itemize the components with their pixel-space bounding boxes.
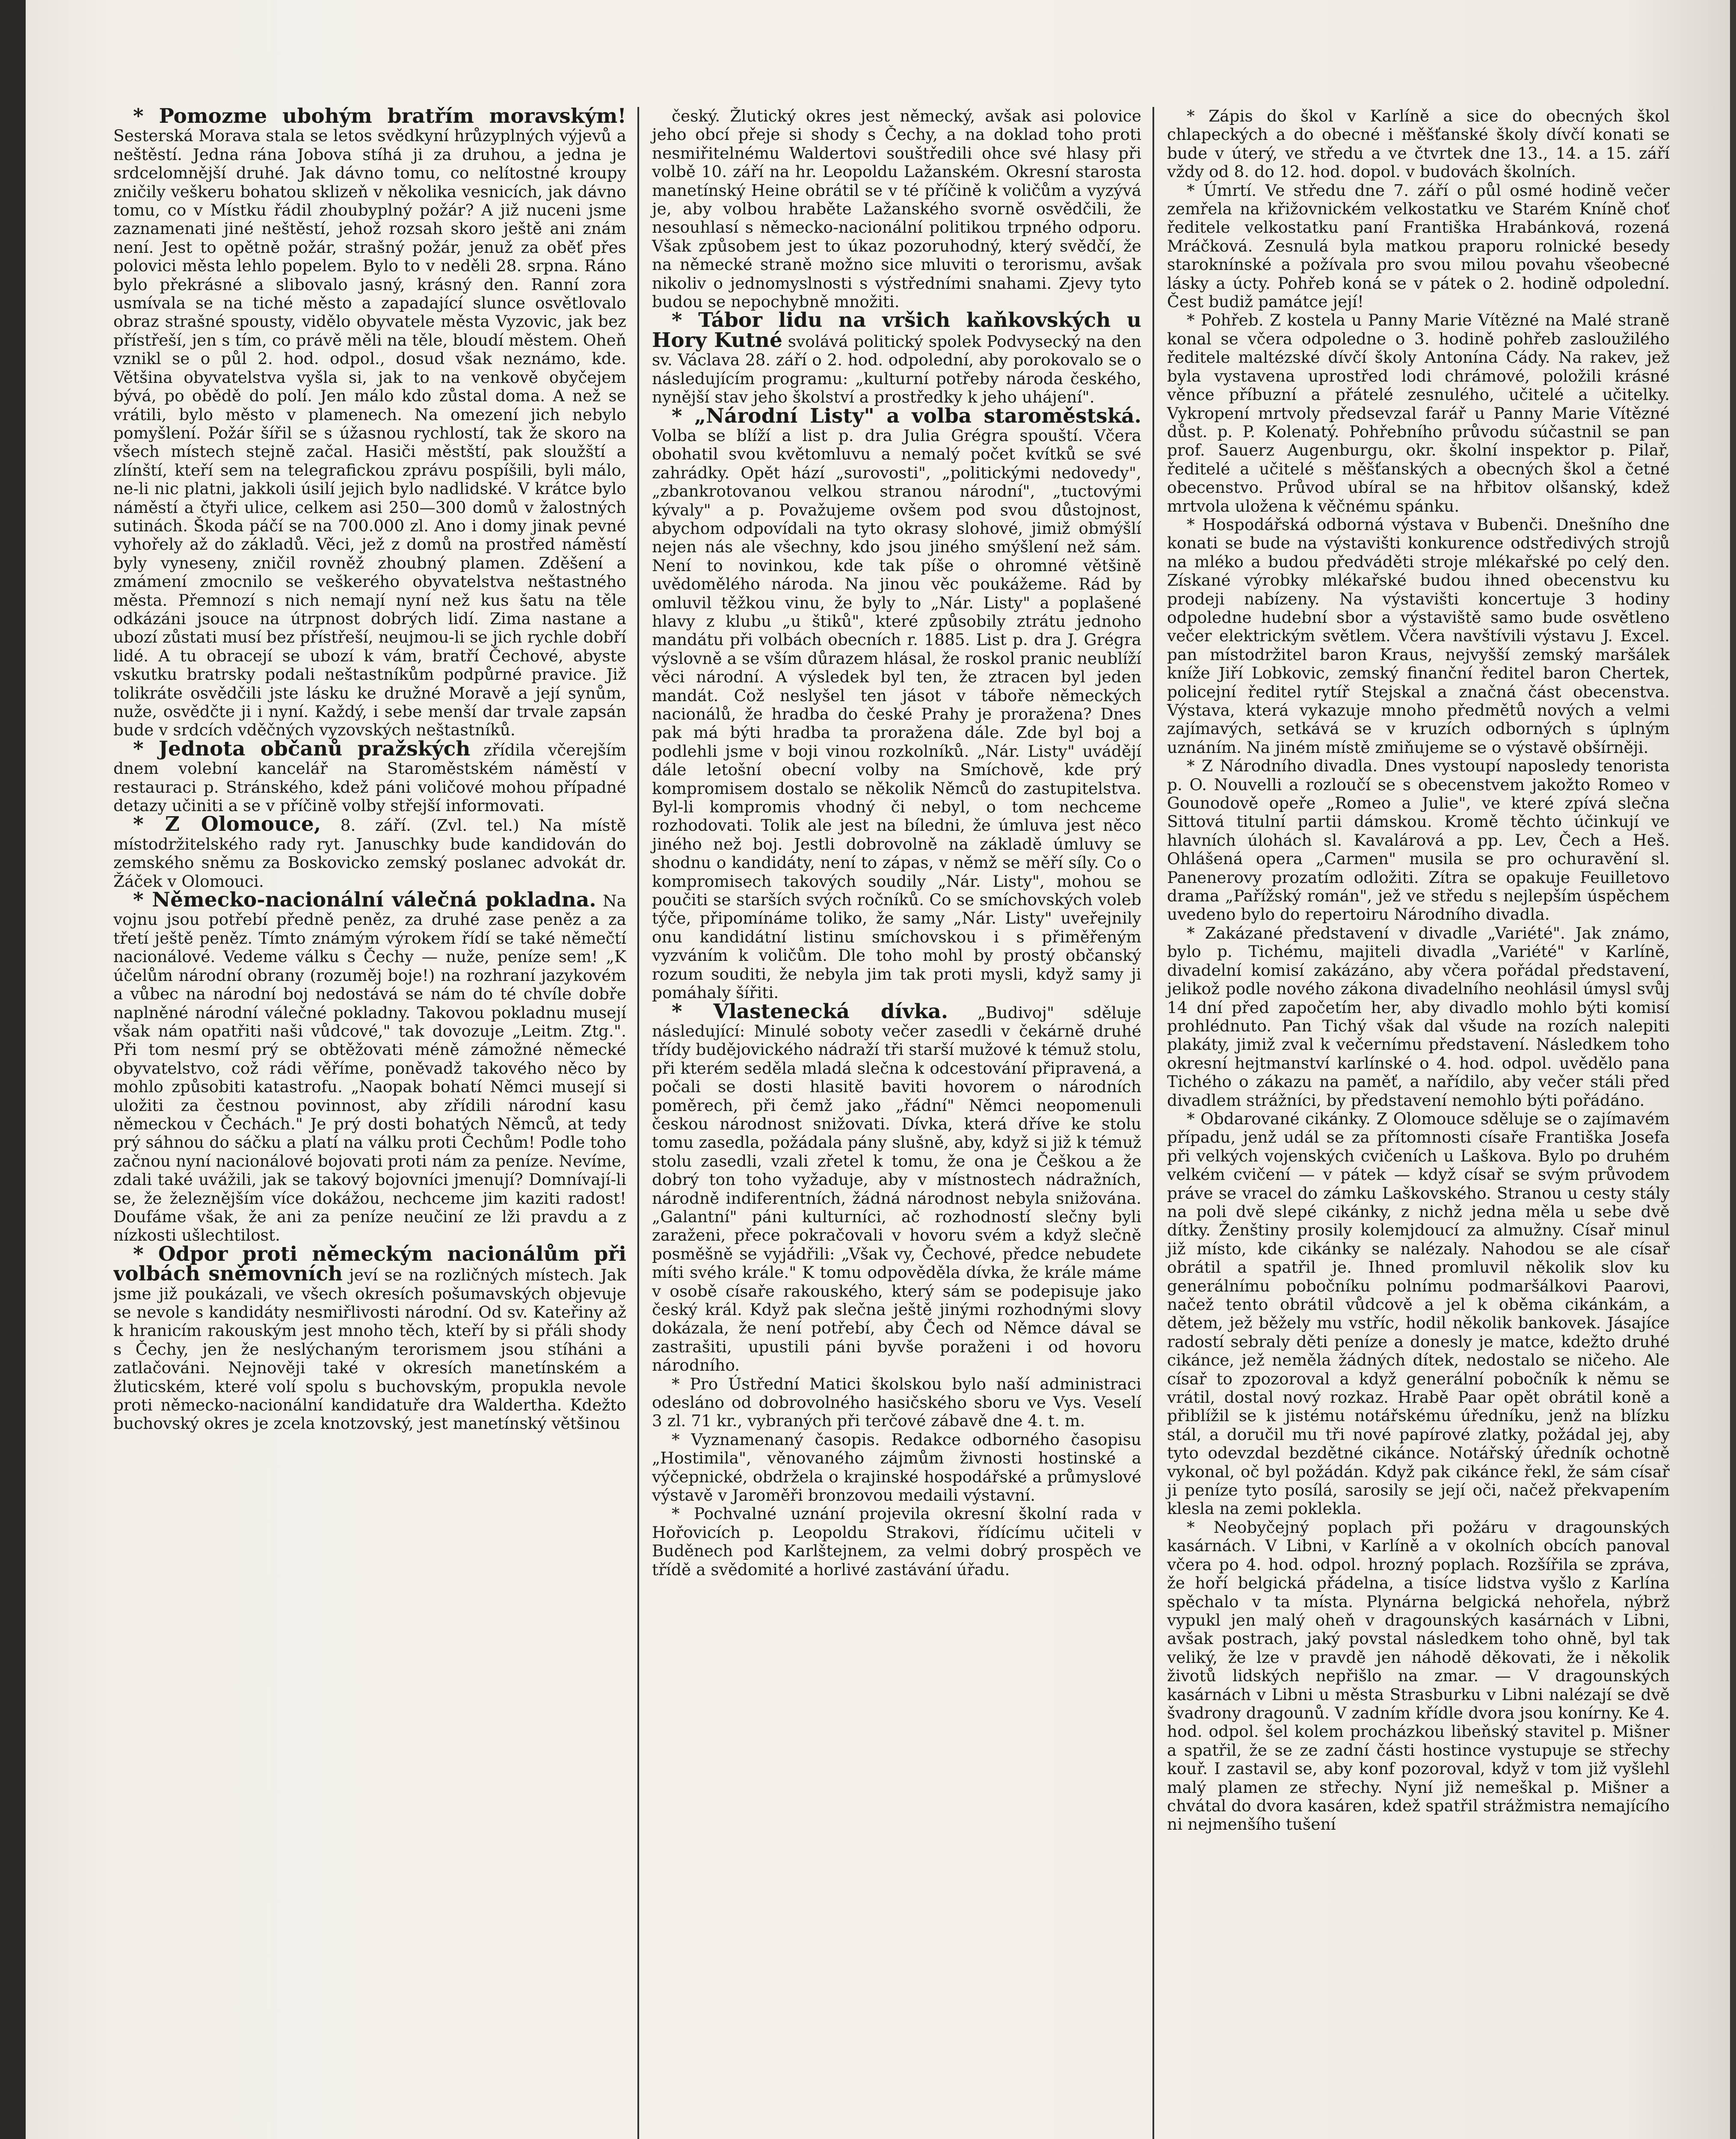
scan-edge-right bbox=[1730, 0, 1736, 2139]
scan-edge-left bbox=[0, 0, 26, 2139]
article-text: 8. září. (Zvl. tel.) Na místě místodržitelského rady ryt. Januschky bude kandidován do zemského sněmu za Boskovicko zemský poslanec advokát dr. Žáček v Olomouci. bbox=[113, 816, 626, 891]
article-headline: * Jednota občanů pražských bbox=[133, 737, 471, 761]
article-text: * Pohřeb. Z kostela u Panny Marie Vítězné na Malé straně konal se včera odpoledne o 3. hodině pohřeb zasloužilého ředitele maltézské dívčí školy Antonína Cády. Na rakev, jež byla vystavena uprostřed lodi chrámové, položili krásné věnce příbuzní a přátelé zesnulého, učitelé a učitelky. Vykropení mrtvoly předsevzal farář u Panny Marie Vítězné důst. p. P. Kolenatý. Pohřebního průvodu súčastnil se pan prof. Sauerz Augenburgu, okr. školní inspektor p. Pilař, ředitelé a učitelé s měšťanských a obecných škol a četné obecenstvo. Průvod ubíral se na hřbitov olšanský, kdež mrtvola uložena k věčnému spánku. bbox=[1167, 311, 1670, 515]
article bbox=[1167, 1110, 1670, 1518]
article-text: * Pochvalné uznání projevila okresní školní rada v Hořovicích p. Leopoldu Strakovi, řídícímu učiteli v Buděnech pod Karlštejnem, za velmi dobrý prospěch ve třídě a svědomité a horlivé zastávání úřadu. bbox=[652, 1504, 1141, 1579]
article-headline: * Z Olomouce, bbox=[133, 812, 321, 836]
article bbox=[113, 737, 627, 815]
article-text: český. Žlutický okres jest německý, avšak asi polovice jeho obcí přeje si shody s Čechy, a na doklad toho proti nesmiřitelnému Waldertovi souštředili ohce své hlasy při volbě 10. září na hr. Leopoldu Lažanském. Okresní starosta manetínský Heine obrátil se v té příčině k voličům a vyzývá je, aby volbou hraběte Lažanského svorně osvědčili, že nesouhlasí s německo-nacionální politikou trpného odporu. Však způsobem jest to úkaz pozoruhodný, který svědčí, že na německé straně možno sice mluviti o terorismu, avšak nikoliv o jednomyslnosti s výstředními snahami. Zjevy tyto budou se nepochybně množiti. bbox=[652, 107, 1141, 311]
article bbox=[1167, 757, 1670, 924]
article-text: jeví se na rozličných místech. Jak jsme již poukázali, ve všech okresích pošumavských objevuje se nevole s kandidáty nesmiřlivosti národní. Od sv. Kateřiny až k hranicím rakouským jest mnoho těch, kteří by si přáli shody s Čechy, jen že neslýchaným terorismem jsou stíháni a zatlačováni. Nejnověji také v okresích manetínském a žluticském, které volí spolu s buchovským, propukla nevole proti německo-nacionální kandidatuře dra Waldertha. Kdežto buchovský okres je zcela knotzovský, jest manetínský většinou bbox=[113, 1265, 626, 1433]
article-text: Volba se blíží a list p. dra Julia Grégra spouští. Včera obohatil svou květomluvu a nemalý počet kvítků se své zahrádky. Opět hází „surovosti", „politickými nedovedy", „zbankrotovanou velkou stranou národní", „tuctovými kývaly" a p. Považujeme ovšem pod svou důstojnost, abychom odpovídali na tyto okrasy slohové, jimiž obmýšlí nejen nás ale všechny, kdo jsou jiného smýšlení než sám. Není to novinkou, kde tak píše o ohromné většině uvědomělého národa. Na jinou věc poukážeme. Rád by omluvil těžkou vinu, že byly to „Nár. Listy" a poplašené hlavy z klubu „u štiků", které způsobily ztrátu jednoho mandátu při volbách obecních r. 1885. List p. dra J. Grégra výslovně a se vším důrazem hlásal, že roskol pranic neublíží věci národní. A výsledek byl ten, že ztracen byl jeden mandát. Což neslyšel ten jásot v táboře německých nacionálů, že hradba do české Prahy je proražena? Dnes pak má býti hradba ta proražena dále. Zde byl boj a podlehli jsme v boji vinou rozkolníků. „Nár. Listy" uvádějí dále letošní obecní volby na Smíchově, kde prý kompromisem dostalo se několik Němců do zastupitelstva. Byl-li kompromis vhodný či nebyl, o tom nechceme rozhodovati. Tolik ale jest na bíledni, že úmluva jest něco jiného než boj. Jestli dobrovolně na základě úmluvy se shodnu o kandidáty, není to zápas, v němž se měří síly. Co o kompromisech takových soudily „Nár. Listy", mohou se poučiti se starších svých ročníků. Co se smíchovských voleb týče, připomínáme toliko, že samy „Nár. Listy" uveřejnily onu kandidátní listinu smíchovskou i s přiměřeným vyzváním k voličům. Dle toho mohl by prostý občanský rozum souditi, že nebyla jim tak proti mysli, když samy ji pomáhaly šířiti. bbox=[652, 426, 1141, 1002]
article bbox=[1167, 515, 1670, 757]
article bbox=[1167, 924, 1670, 1110]
article-text: * Neobyčejný poplach při požáru v dragounských kasárnách. V Libni, v Karlíně a v okolních obcích panoval včera po 4. hod. odpol. hrozný poplach. Rozšířila se zpráva, že hoří belgická přádelna, a tisíce lidstva vyšlo z Karlína spěchalo v ta místa. Plynárna belgická nehořela, nýbrž vypukl jen malý oheň v dragounských kasárnách v Libni, avšak postrach, jaký povstal následkem toho ohně, byl tak veliký, že lze v pravdě jen náhodě děkovati, že i několik životů lidských nepřišlo na zmar. — V dragounských kasárnách v Libni u města Strasburku v Libni nalézají se dvě švadrony dragounů. V zadním křídle dvora jsou konírny. Ke 4. hod. odpol. šel kolem procházkou libeňský stavitel p. Mišner a spatřil, že se ze zadní části hostince vystupuje se střechy kouř. I zastavil se, aby konf pozoroval, když v tom již vyšlehl malý plamen ze střechy. Nyní již nemeškal p. Mišner a chvátal do dvora kasáren, kdež spatřil strážmistra nemajícího ni nejmenšího tušení bbox=[1167, 1517, 1670, 1834]
article bbox=[113, 812, 626, 891]
article bbox=[652, 1505, 1141, 1579]
article-text: * Zakázané představení v divadle „Variété". Jak známo, bylo p. Tichému, majiteli divadla „Variété" v Karlíně, divadelní komisí zakázáno, aby včera pořádal představení, jelikož podle nového zákona divadelního neohlásil úmysl svůj 14 dní před započetím her, aby divadlo mohlo býti komisí prohlédnuto. Pan Tichý však dal všude na rozích nalepiti plakáty, jimiž zval k večernímu představení. Následkem toho okresní hejtmanství karlínské o 4. hod. odpol. uvědělo pana Tichého o zákazu na paměť, a nařídilo, aby večer stáli před divadlem strážníci, by představení nemohlo býti pořádáno. bbox=[1167, 923, 1670, 1110]
article-text: „Budivoj" sděluje následující: Minulé soboty večer zasedli v čekárně druhé třídy budějovického nádraží tři starší mužové k témuž stolu, při kterém seděla mladá slečna k odcestování připravená, a počali se dosti hlasitě baviti hovorem o národních poměrech, při čemž jako „řádní" Němci neopomenuli českou národnost snižovati. Dívka, která dříve ke stolu tomu zasedla, požádala pány slušně, aby, když si již k témuž stolu zasedli, vzali zřetel k tomu, že ona je Češkou a že dobrý ton toho vyžaduje, aby v místnostech nádražních, národně indiferentních, žádná národnost nebyla snižována. „Galantní" páni kulturníci, ač rozhodností slečny byli zaraženi, přece pokračovali v hovoru svém a když slečně posměšně se vyjádřili: „Však vy, Čechové, předce nebudete míti svého krále." K tomu odpověděla dívka, že krále máme v osobě císaře rakouského, který sám se podepisuje jako český král. Když pak slečna ještě jinými rozhodnými slovy dokázala, že není potřebí, aby Čech od Němce dával se zastrašiti, upustili páni byvše poraženi i od hovoru národního. bbox=[652, 1003, 1141, 1375]
article-text: * Úmrtí. Ve středu dne 7. září o půl osmé hodině večer zemřela na křižovnickém velkostatku ve Starém Kníně choť ředitele velkostatku paní Františka Hrabánková, rozená Mráčková. Zesnulá byla matkou praporu rolnické besedy staroknínské a požívala pro svou milou povahu všeobecné lásky a úcty. Pohřeb koná se v pátek o 2. hodině odpolední. Čest budiž památce její! bbox=[1167, 181, 1670, 311]
article-headline: * Vlastenecká dívka. bbox=[672, 999, 948, 1023]
article-text: Sesterská Morava stala se letos svědkyní hrůzyplných výjevů a neštěstí. Jedna rána Jobova stíhá ji za druhou, a jedna je srdcelomnější druhé. Jak dávno tomu, co nelítostné kroupy zničily veškeru bohatou sklizeň v několika vesnicích, jak dávno tomu, co v Místku řádil zhoubyplný požár? A již nuceni jsme zaznamenati jiné neštěstí, jehož rozsah skoro ještě ani znám není. Jest to opětně požár, strašný požár, jenuž za oběť přes polovici města lehlo popelem. Bylo to v neděli 28. srpna. Ráno bylo překrásné a slibovalo jasný, krásný den. Ranní zora usmívala se na tiché město a zapadající slunce osvětlovalo obraz strašné spousty, vidělo obyvatele města Vyzovic, jak bez přístřeší, jen s tím, co právě měli na těle, bloudí městem. Oheň vznikl se o půl 2. hod. odpol., dosud však neznámo, kde. Většina obyvatelstva vyšla si, jak to na venkově obyčejem bývá, po obědě do polí. Jen málo kdo zůstal doma. A než se vrátili, bylo město v plamenech. Na omezení jich nebylo pomyšlení. Požár šířil se s úžasnou rychlostí, tak že skoro na všech místech stejně začal. Hasiči městští, pak sloužští a zlínští, kteří sem na telegrafickou zprávu pospíšili, byli málo, ne-li nic platni, jakkoli úsilí jejich bylo nadlidské. V krátce bylo náměstí a čtyři ulice, celkem asi 250—300 domů v žalostných sutinách. Škoda páčí se na 700.000 zl. Ano i domy jinak pevné vyhořely až do základů. Věci, jež z domů na prostřed náměstí byly vyneseny, zničil rovněž zhoubný plamen. Zděšení a zmámení zmocnilo se veškerého obyvatelstva neštastného města. Přemnozí s nich nemají nyní než kus šatu na těle odkázáni jsouce na útrpnost dobrých lidí. Zima nastane a ubozí zůstati musí bez přístřeší, neujmou-li se jich rychle dobří lidé. A tu obracejí se ubozí k vám, bratří Čechové, abyste vskutku bratrsky podali neštastníkům podpůrné pravice. Již tolikráte osvědčili jste lásku ke družné Moravě a její synům, nuže, osvědčte ji i nyní. Každý, i sebe menší dar trvale zapsán bude v srdcích vděčných vyzovských neštastníků. bbox=[113, 126, 626, 740]
article-text: * Obdarované cikánky. Z Olomouce sděluje se o zajímavém případu, jenž udál se za přítomnosti císaře Františka Josefa při velkých vojenských cvičeních u Laškova. Bylo po druhém velkém cvičení — v pátek — když císař se svým průvodem práve se vracel do zámku Laškovského. Stranou u cesty stály na poli dvě slepé cikánky, z nichž jedna měla u sebe dvě dítky. Ženštiny prosily kolemjdoucí za almužny. Císař minul již místo, kde cikánky se nalézaly. Nahodou se ale císař obrátil a spatřil je. Ihned promluvil několik slov ku generálnímu pobočníku polnímu podmaršálkovi Paarovi, načež tento obrátil vůdcově a jel k oběma cikánkám, a dětem, jež běžely mu vstříc, hodil několik bankovek. Jásajíce radostí sebraly děti peníze a donesly je matce, kdežto druhé cikánce, jež neměla žádných dítek, nedostalo se ničeho. Ale císař to zpozoroval a když generální pobočník k němu se vrátil, dostal nový rozkaz. Hrabě Paar opět obrátil koně a přiblížil se k jistému notářskému úředníku, jenž na blízku stál, a doručil mu tři nové papírové zlatky, požádal jej, aby tyto odevzdal bezdětné cikánce. Notářský úředník ochotně vykonal, oč byl požádán. Když pak cikánce řekl, že sám císař ji peníze tyto posílá, sarosily se její oči, načež překvapením klesla na zemi poklekla. bbox=[1167, 1109, 1670, 1518]
article bbox=[652, 404, 1141, 1002]
article bbox=[652, 107, 1141, 311]
article-headline: * Německo-nacionální válečná pokladna. bbox=[133, 888, 596, 912]
article bbox=[652, 308, 1141, 407]
article-text: Na vojnu jsou potřebí předně peněz, za druhé zase peněz a za třetí ještě peněz. Tímto známým výrokem řídí se také němečtí nacionálové. Vedeme válku s Čechy — nuže, peníze sem! „K účelům národní obrany (rozuměj boje!) na rozhraní jazykovém a vůbec na národní boj nedostává se nám do té chvíle dobře naplněné národní válečné pokladny. Takovou pokladnu musejí však nám opatřiti naši vůdcové," tak dovozuje „Leitm. Ztg.". Při tom nesmí prý se obtěžovati méně zámožné německé obyvatelstvo, což rádi věříme, poněvadž takového něco by mohlo způsobiti katastrofu. „Naopak bohatí Němci musejí si uložiti za čestnou povinnost, aby zřídili národní kasu německou v Čechách." Je prý dosti bohatých Němců, at tedy prý sáhnou do sáčku a platí na válku proti Čechům! Podle toho začnou nyní nacionálové bojovati proti nám za peníze. Nevíme, zdali také uvážili, jak se takový bojovníci jmenují? Domnívají-li se, že železnějším více dokážou, nechceme jim kaziti radost! Doufáme však, že ani za peníze neučiní ze lži pravdu a z nízkosti ušlechtilost. bbox=[113, 892, 626, 1245]
article-headline: * Pomozme ubohým bratřím moravským! bbox=[133, 107, 626, 128]
article-text: * Z Národního divadla. Dnes vystoupí naposledy tenorista p. O. Nouvelli a rozloučí se s obecenstvem jakožto Romeo v Gounodově opeře „Romeo a Julie", ve které zpívá slečna Sittová titulní partii dámskou. Kromě těchto účinkují ve hlavních úlohách sl. Kavalárová a pp. Lev, Čech a Heš. Ohlášená opera „Carmen" musila se pro ochuravění sl. Panenerovy prozatím odložiti. Zítra se opakuje Feuilletovo drama „Pařížský román", jež ve středu s nejlepším úspěchem uvedeno bylo do repertoiru Národního divadla. bbox=[1167, 756, 1670, 924]
article bbox=[652, 1375, 1141, 1431]
article bbox=[652, 1431, 1141, 1505]
article bbox=[113, 1242, 626, 1433]
article-headline: * Odpor proti německým nacionálům při volbách sněmovních bbox=[113, 1242, 626, 1286]
column-3 bbox=[1154, 107, 1670, 2139]
article bbox=[113, 888, 626, 1245]
article-text: * Pro Ústřední Matici školskou bylo naší administraci odesláno od dobrovolného hasičského sboru ve Vys. Veselí 3 zl. 71 kr., vybraných při terčové zábavě dne 4. t. m. bbox=[652, 1374, 1141, 1431]
columns bbox=[113, 107, 1693, 2139]
article-headline: * Tábor lidu na vršich kaňkovských u Hory Kutné bbox=[652, 308, 1141, 352]
column-2 bbox=[639, 107, 1152, 2139]
column-1 bbox=[113, 107, 637, 2139]
article-text: * Vyznamenaný časopis. Redakce odborného časopisu „Hostimila", věnovaného zájmům živnosti hostinské a výčepnické, obdržela o krajinské hospodářské a průmyslové výstavě v Jaroměři bronzovou medaili výstavní. bbox=[652, 1430, 1141, 1505]
article bbox=[652, 999, 1141, 1375]
article-text: * Hospodářská odborná výstava v Bubenči. Dnešního dne konati se bude na výstavišti konkurence odstředivých strojů na mléko a budou předváděti stroje mlékařské po celý den. Získané výrobky mlékařské budou ihned obecenstvu ku prodeji nabízeny. Na výstavišti koncertuje 3 hodiny odpoledne hudební sbor a výstaviště samo bude osvětleno večer elektrickým světlem. Včera navštívili výstavu J. Excel. pan místodržitel baron Kraus, nejvyšší zemský maršálek kníže Jiří Lobkovic, zemský finanční ředitel baron Chertek, policejní ředitel rytíř Stejskal a značná část obecenstva. Výstava, která vykazuje mnoho předmětů nových a velmi zajímavých, setkává se v kruzích odborných s úplným uznáním. Na jiném místě zmiňujeme se o výstavě obšírněji. bbox=[1167, 515, 1670, 757]
article bbox=[1167, 181, 1670, 311]
article bbox=[113, 107, 626, 740]
article bbox=[1167, 311, 1670, 515]
article-text: svolává politický spolek Podvysecký na den sv. Václava 28. září o 2. hod. odpolední, aby porokovalo se o následujícím programu: „kulturní potřeby národa českého, nynější stav jeho školství a prostředky k jeho uhájení". bbox=[652, 332, 1141, 407]
article bbox=[1167, 1518, 1670, 1834]
article-text: zřídila včerejším dnem volební kancelář na Staroměstském náměstí v restauraci p. Stránského, kdež páni voličové mohou případné detazy učiniti a se v příčině volby střejší informovati. bbox=[113, 740, 627, 815]
article-text: * Zápis do škol v Karlíně a sice do obecných škol chlapeckých a do obecné i měšťanské školy dívčí konati se bude v úterý, ve středu a ve čtvrtek dne 13., 14. a 15. září vždy od 8. do 12. hod. dopol. v budovách školních. bbox=[1167, 107, 1670, 181]
article-headline: * „Národní Listy" a volba staroměstská. bbox=[672, 404, 1141, 428]
article bbox=[1167, 107, 1670, 181]
